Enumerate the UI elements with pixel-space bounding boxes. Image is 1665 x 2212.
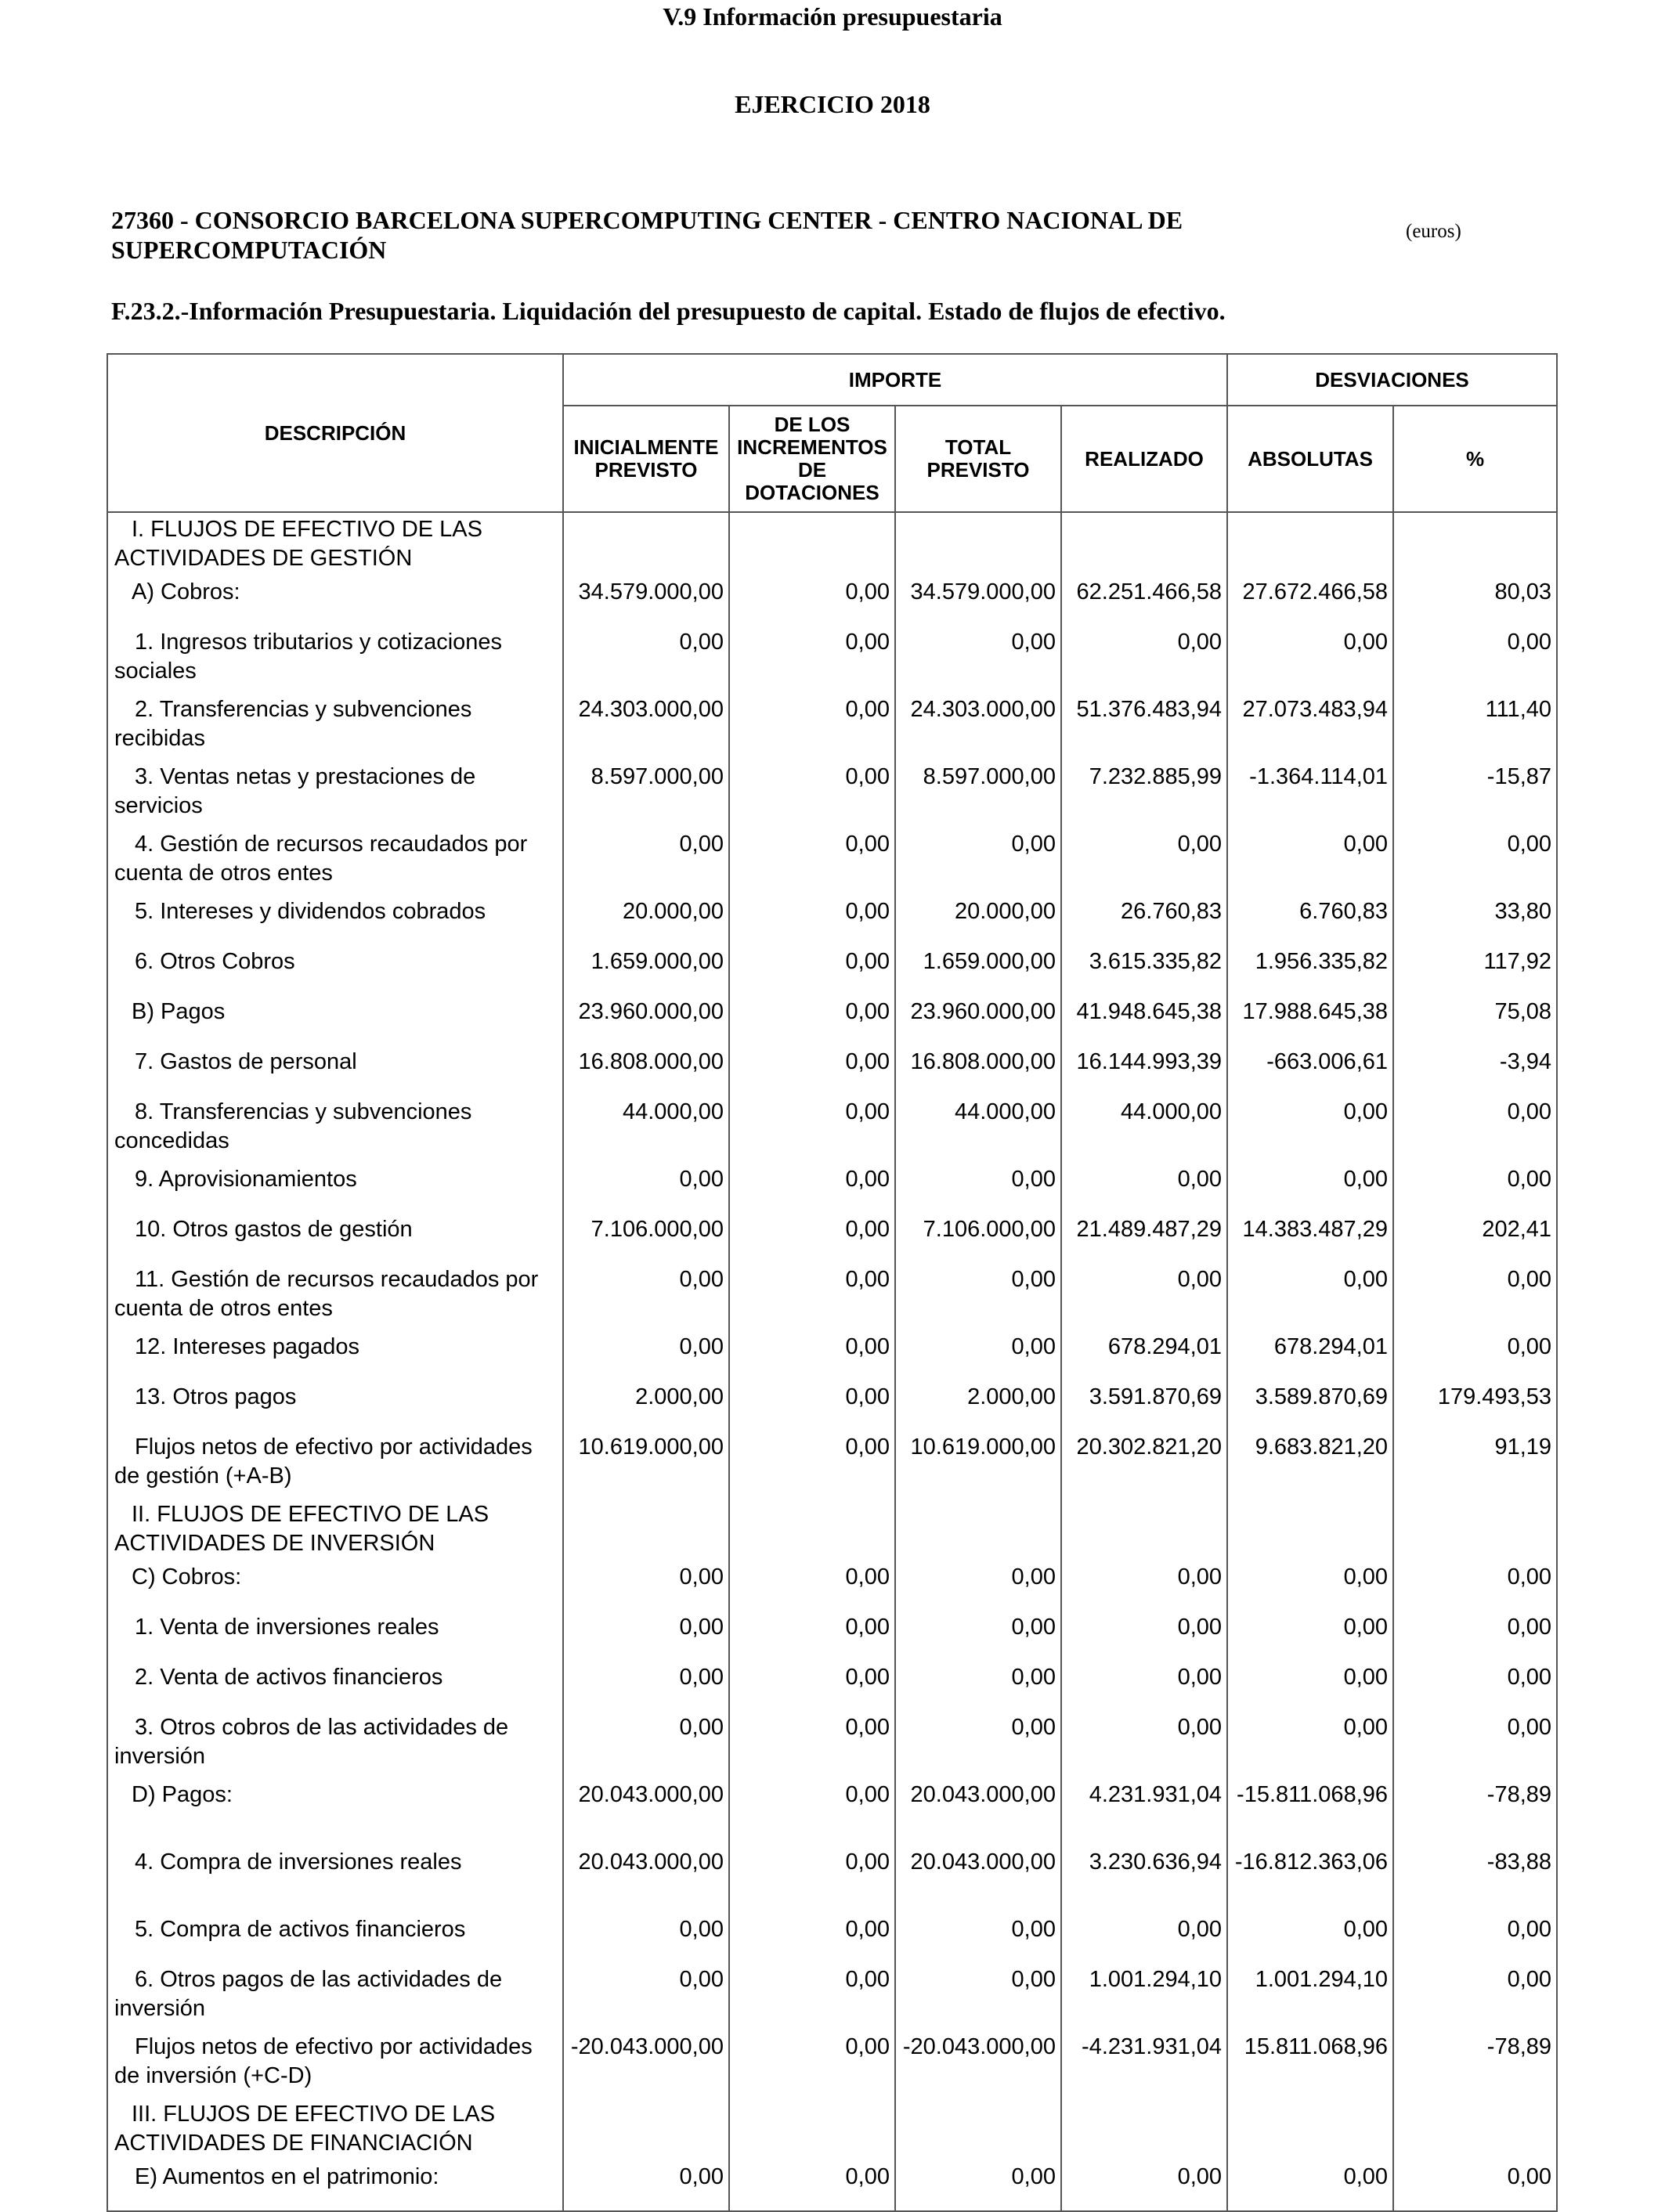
row-value	[1061, 2098, 1227, 2160]
row-value: 0,00	[895, 1963, 1061, 2030]
row-value: 0,00	[729, 1711, 895, 1778]
row-value	[729, 1498, 895, 1561]
row-value: 0,00	[563, 1661, 729, 1711]
row-value: 0,00	[729, 1380, 895, 1431]
row-value: 0,00	[563, 626, 729, 693]
row-value	[895, 512, 1061, 576]
row-value: 0,00	[1393, 828, 1557, 895]
row-value: -16.812.363,06	[1227, 1846, 1393, 1913]
row-value: 7.106.000,00	[895, 1213, 1061, 1263]
row-value: 0,00	[1227, 1263, 1393, 1330]
row-label: 6. Otros Cobros	[107, 945, 563, 995]
header-incrementos: DE LOS INCREMENTOS DE DOTACIONES	[729, 406, 895, 512]
row-value: 24.303.000,00	[563, 693, 729, 760]
row-label: B) Pagos	[107, 995, 563, 1045]
row-value: 0,00	[729, 576, 895, 626]
row-value: 3.615.335,82	[1061, 945, 1227, 995]
row-value: 80,03	[1393, 576, 1557, 626]
exercise-year: EJERCICIO 2018	[735, 90, 930, 118]
row-value: 0,00	[1061, 1661, 1227, 1711]
row-value: 0,00	[1227, 626, 1393, 693]
row-value: 14.383.487,29	[1227, 1213, 1393, 1263]
row-value: 0,00	[1393, 1711, 1557, 1778]
table-row	[107, 2030, 1557, 2098]
row-label: 1. Ingresos tributarios y cotizaciones sociales	[107, 626, 563, 693]
row-value: 0,00	[895, 2160, 1061, 2211]
row-value: 0,00	[563, 1913, 729, 1963]
table-row	[107, 828, 1557, 895]
row-value: 0,00	[1227, 1711, 1393, 1778]
row-label: Flujos netos de efectivo por actividades de gestión (+A-B)	[107, 1431, 563, 1498]
row-value: 0,00	[729, 1913, 895, 1963]
row-value: 0,00	[895, 1263, 1061, 1330]
row-value: 0,00	[563, 1963, 729, 2030]
row-value: 0,00	[1061, 626, 1227, 693]
row-label: 4. Compra de inversiones reales	[107, 1846, 563, 1913]
row-value: 1.956.335,82	[1227, 945, 1393, 995]
row-label: 7. Gastos de personal	[107, 1045, 563, 1095]
row-value: -20.043.000,00	[563, 2030, 729, 2098]
row-value: 16.808.000,00	[895, 1045, 1061, 1095]
row-value: 0,00	[895, 1561, 1061, 1611]
units-label: (euros)	[1406, 221, 1461, 242]
row-value: 0,00	[729, 1846, 895, 1913]
table-row	[107, 1213, 1557, 1263]
table-row	[107, 2160, 1557, 2211]
row-value: 0,00	[729, 1778, 895, 1846]
row-value: 0,00	[895, 626, 1061, 693]
row-value: 20.043.000,00	[895, 1846, 1061, 1913]
row-value: 0,00	[1227, 1095, 1393, 1163]
row-value: 0,00	[729, 1431, 895, 1498]
row-value: 0,00	[729, 693, 895, 760]
section-title: V.9 Información presupuestaria	[663, 2, 1002, 31]
header-desviaciones: DESVIACIONES	[1227, 354, 1557, 406]
row-value: 1.001.294,10	[1061, 1963, 1227, 2030]
row-label: 1. Venta de inversiones reales	[107, 1611, 563, 1661]
row-value: 0,00	[729, 945, 895, 995]
row-value: 0,00	[895, 1330, 1061, 1380]
row-value: 179.493,53	[1393, 1380, 1557, 1431]
row-label: D) Pagos:	[107, 1778, 563, 1846]
table-row	[107, 1498, 1557, 1561]
row-value: 117,92	[1393, 945, 1557, 995]
row-label: 3. Otros cobros de las actividades de inversión	[107, 1711, 563, 1778]
row-value: 0,00	[729, 760, 895, 828]
row-value: 0,00	[1393, 1611, 1557, 1661]
header-absolutas: ABSOLUTAS	[1227, 406, 1393, 512]
row-value: 27.073.483,94	[1227, 693, 1393, 760]
row-label: 2. Transferencias y subvenciones recibidas	[107, 693, 563, 760]
row-value: 0,00	[895, 1661, 1061, 1711]
header-importe: IMPORTE	[563, 354, 1227, 406]
row-value: 7.232.885,99	[1061, 760, 1227, 828]
row-value: 21.489.487,29	[1061, 1213, 1227, 1263]
row-value: 0,00	[1061, 1163, 1227, 1213]
table-row	[107, 995, 1557, 1045]
table-row	[107, 1163, 1557, 1213]
row-label: 5. Compra de activos financieros	[107, 1913, 563, 1963]
row-value: 0,00	[729, 1045, 895, 1095]
row-label: 2. Venta de activos financieros	[107, 1661, 563, 1711]
row-value: -15,87	[1393, 760, 1557, 828]
row-value: 0,00	[895, 1163, 1061, 1213]
cash-flow-table	[107, 353, 1558, 2212]
row-value: -4.231.931,04	[1061, 2030, 1227, 2098]
row-value: 0,00	[729, 2030, 895, 2098]
row-value: 0,00	[563, 1263, 729, 1330]
row-value: 0,00	[729, 1330, 895, 1380]
row-value: -83,88	[1393, 1846, 1557, 1913]
header-total-previsto: TOTAL PREVISTO	[895, 406, 1061, 512]
table-row	[107, 1045, 1557, 1095]
row-value: 0,00	[1227, 1163, 1393, 1213]
row-label: 13. Otros pagos	[107, 1380, 563, 1431]
row-value: 0,00	[1227, 1913, 1393, 1963]
row-value: 1.659.000,00	[895, 945, 1061, 995]
row-value: 0,00	[729, 1661, 895, 1711]
header-porcentaje: %	[1393, 406, 1557, 512]
row-value	[563, 1498, 729, 1561]
row-value: -1.364.114,01	[1227, 760, 1393, 828]
row-value: 3.589.870,69	[1227, 1380, 1393, 1431]
table-row	[107, 1431, 1557, 1498]
form-title: F.23.2.-Información Presupuestaria. Liquidación del presupuesto de capital. Estado de flujos de efectivo.	[111, 297, 1226, 325]
row-value: 0,00	[729, 626, 895, 693]
row-value: 0,00	[729, 1263, 895, 1330]
row-value: 678.294,01	[1227, 1330, 1393, 1380]
row-value: 62.251.466,58	[1061, 576, 1227, 626]
row-value: 0,00	[1227, 1661, 1393, 1711]
row-value: 51.376.483,94	[1061, 693, 1227, 760]
row-value: 34.579.000,00	[563, 576, 729, 626]
table-row	[107, 1661, 1557, 1711]
row-value: 0,00	[1061, 828, 1227, 895]
table-row	[107, 1963, 1557, 2030]
row-value	[1393, 1498, 1557, 1561]
table-row	[107, 760, 1557, 828]
table-row	[107, 693, 1557, 760]
table-row	[107, 1561, 1557, 1611]
row-value: 23.960.000,00	[895, 995, 1061, 1045]
row-value: 0,00	[1393, 1661, 1557, 1711]
row-label: A) Cobros:	[107, 576, 563, 626]
row-value: 91,19	[1393, 1431, 1557, 1498]
row-value: 0,00	[563, 2160, 729, 2211]
row-label: 12. Intereses pagados	[107, 1330, 563, 1380]
row-value: 0,00	[563, 1163, 729, 1213]
row-value: 0,00	[563, 1561, 729, 1611]
row-label: Flujos netos de efectivo por actividades de inversión (+C-D)	[107, 2030, 563, 2098]
row-value: -78,89	[1393, 1778, 1557, 1846]
row-value: 0,00	[729, 995, 895, 1045]
row-value: 0,00	[729, 1561, 895, 1611]
row-label: I. FLUJOS DE EFECTIVO DE LAS ACTIVIDADES DE GESTIÓN	[107, 512, 563, 576]
header-realizado: REALIZADO	[1061, 406, 1227, 512]
row-value: 0,00	[1393, 1263, 1557, 1330]
header-descripcion: DESCRIPCIÓN	[107, 354, 563, 512]
row-value: 34.579.000,00	[895, 576, 1061, 626]
row-value: 0,00	[729, 1963, 895, 2030]
row-value: 2.000,00	[563, 1380, 729, 1431]
row-value	[729, 512, 895, 576]
row-value: 111,40	[1393, 693, 1557, 760]
row-value: -15.811.068,96	[1227, 1778, 1393, 1846]
table-row	[107, 1095, 1557, 1163]
row-value: 3.591.870,69	[1061, 1380, 1227, 1431]
row-value	[1227, 2098, 1393, 2160]
table-row	[107, 2098, 1557, 2160]
row-value: 0,00	[729, 2160, 895, 2211]
row-value: 0,00	[729, 1163, 895, 1213]
row-label: III. FLUJOS DE EFECTIVO DE LAS ACTIVIDADES DE FINANCIACIÓN	[107, 2098, 563, 2160]
row-value: 0,00	[729, 1095, 895, 1163]
row-value	[563, 512, 729, 576]
table-row	[107, 1263, 1557, 1330]
row-value: 6.760,83	[1227, 895, 1393, 945]
table-row	[107, 1846, 1557, 1913]
row-value: 0,00	[1393, 1561, 1557, 1611]
row-value: 0,00	[1227, 1561, 1393, 1611]
row-value: 27.672.466,58	[1227, 576, 1393, 626]
entity-name: 27360 - CONSORCIO BARCELONA SUPERCOMPUTING CENTER - CENTRO NACIONAL DE SUPERCOMPUTACIÓN	[111, 206, 1183, 264]
row-value: 7.106.000,00	[563, 1213, 729, 1263]
row-value: 0,00	[563, 828, 729, 895]
row-value: -78,89	[1393, 2030, 1557, 2098]
row-value: 20.043.000,00	[895, 1778, 1061, 1846]
row-label: 11. Gestión de recursos recaudados por cuenta de otros entes	[107, 1263, 563, 1330]
row-value: 0,00	[895, 1711, 1061, 1778]
row-value	[1393, 2098, 1557, 2160]
row-value: 15.811.068,96	[1227, 2030, 1393, 2098]
row-value: 0,00	[729, 895, 895, 945]
row-value	[563, 2098, 729, 2160]
row-value: 2.000,00	[895, 1380, 1061, 1431]
table-row	[107, 626, 1557, 693]
row-value: 16.808.000,00	[563, 1045, 729, 1095]
row-value: 0,00	[563, 1611, 729, 1661]
row-label: 3. Ventas netas y prestaciones de servicios	[107, 760, 563, 828]
row-value: 1.659.000,00	[563, 945, 729, 995]
row-value	[1061, 512, 1227, 576]
table-row	[107, 945, 1557, 995]
row-value: 41.948.645,38	[1061, 995, 1227, 1045]
table-row	[107, 1330, 1557, 1380]
row-value: 0,00	[895, 1611, 1061, 1661]
row-value: 44.000,00	[895, 1095, 1061, 1163]
row-value	[1393, 512, 1557, 576]
table-row	[107, 512, 1557, 576]
row-value: 0,00	[563, 1711, 729, 1778]
row-value: 23.960.000,00	[563, 995, 729, 1045]
table-row	[107, 1611, 1557, 1661]
row-value	[1061, 1498, 1227, 1561]
row-value: 0,00	[563, 1330, 729, 1380]
row-value: 17.988.645,38	[1227, 995, 1393, 1045]
row-value: -3,94	[1393, 1045, 1557, 1095]
table-row	[107, 1380, 1557, 1431]
row-value: -20.043.000,00	[895, 2030, 1061, 2098]
row-value: 0,00	[1393, 1330, 1557, 1380]
row-value: 678.294,01	[1061, 1330, 1227, 1380]
row-value: 20.302.821,20	[1061, 1431, 1227, 1498]
row-value: 0,00	[1393, 2160, 1557, 2211]
row-value: 4.231.931,04	[1061, 1778, 1227, 1846]
row-value: 20.000,00	[563, 895, 729, 945]
row-value: 0,00	[1061, 1913, 1227, 1963]
table-row	[107, 1711, 1557, 1778]
row-value: 33,80	[1393, 895, 1557, 945]
row-value	[1227, 1498, 1393, 1561]
row-value: 20.000,00	[895, 895, 1061, 945]
row-value: 0,00	[1061, 1561, 1227, 1611]
row-value: 20.043.000,00	[563, 1778, 729, 1846]
row-value: 0,00	[1061, 1611, 1227, 1661]
row-label: 8. Transferencias y subvenciones concedidas	[107, 1095, 563, 1163]
row-value: 0,00	[895, 1913, 1061, 1963]
row-value: 0,00	[1061, 2160, 1227, 2211]
row-value: 0,00	[1393, 1163, 1557, 1213]
row-value: 44.000,00	[563, 1095, 729, 1163]
row-value: 75,08	[1393, 995, 1557, 1045]
row-label: 4. Gestión de recursos recaudados por cuenta de otros entes	[107, 828, 563, 895]
row-value: 0,00	[1061, 1711, 1227, 1778]
row-value	[895, 1498, 1061, 1561]
row-value: 0,00	[1393, 1913, 1557, 1963]
row-value: 0,00	[1061, 1263, 1227, 1330]
row-value: 0,00	[729, 828, 895, 895]
row-value: 10.619.000,00	[895, 1431, 1061, 1498]
row-value: 8.597.000,00	[563, 760, 729, 828]
row-value: 0,00	[729, 1611, 895, 1661]
table-row	[107, 1913, 1557, 1963]
row-value: 1.001.294,10	[1227, 1963, 1393, 2030]
row-value: 3.230.636,94	[1061, 1846, 1227, 1913]
row-value: 8.597.000,00	[895, 760, 1061, 828]
row-value: 16.144.993,39	[1061, 1045, 1227, 1095]
table-row	[107, 576, 1557, 626]
row-value: -663.006,61	[1227, 1045, 1393, 1095]
row-value: 202,41	[1393, 1213, 1557, 1263]
row-value: 0,00	[729, 1213, 895, 1263]
row-label: C) Cobros:	[107, 1561, 563, 1611]
row-value: 0,00	[1393, 1963, 1557, 2030]
table-row	[107, 1778, 1557, 1846]
row-label: 6. Otros pagos de las actividades de inversión	[107, 1963, 563, 2030]
row-value	[1227, 512, 1393, 576]
row-value: 0,00	[1393, 1095, 1557, 1163]
row-value: 9.683.821,20	[1227, 1431, 1393, 1498]
row-value: 10.619.000,00	[563, 1431, 729, 1498]
row-value: 24.303.000,00	[895, 693, 1061, 760]
row-value: 0,00	[1227, 2160, 1393, 2211]
row-label: 5. Intereses y dividendos cobrados	[107, 895, 563, 945]
row-value: 0,00	[1227, 1611, 1393, 1661]
table-row	[107, 895, 1557, 945]
row-label: 9. Aprovisionamientos	[107, 1163, 563, 1213]
row-label: 10. Otros gastos de gestión	[107, 1213, 563, 1263]
row-value: 0,00	[1227, 828, 1393, 895]
row-value: 20.043.000,00	[563, 1846, 729, 1913]
header-inicialmente-previsto: INICIALMENTE PREVISTO	[563, 406, 729, 512]
row-value: 0,00	[895, 828, 1061, 895]
row-value	[729, 2098, 895, 2160]
row-value: 26.760,83	[1061, 895, 1227, 945]
row-value	[895, 2098, 1061, 2160]
row-value: 44.000,00	[1061, 1095, 1227, 1163]
row-label: E) Aumentos en el patrimonio:	[107, 2160, 563, 2211]
row-value: 0,00	[1393, 626, 1557, 693]
row-label: II. FLUJOS DE EFECTIVO DE LAS ACTIVIDADES DE INVERSIÓN	[107, 1498, 563, 1561]
